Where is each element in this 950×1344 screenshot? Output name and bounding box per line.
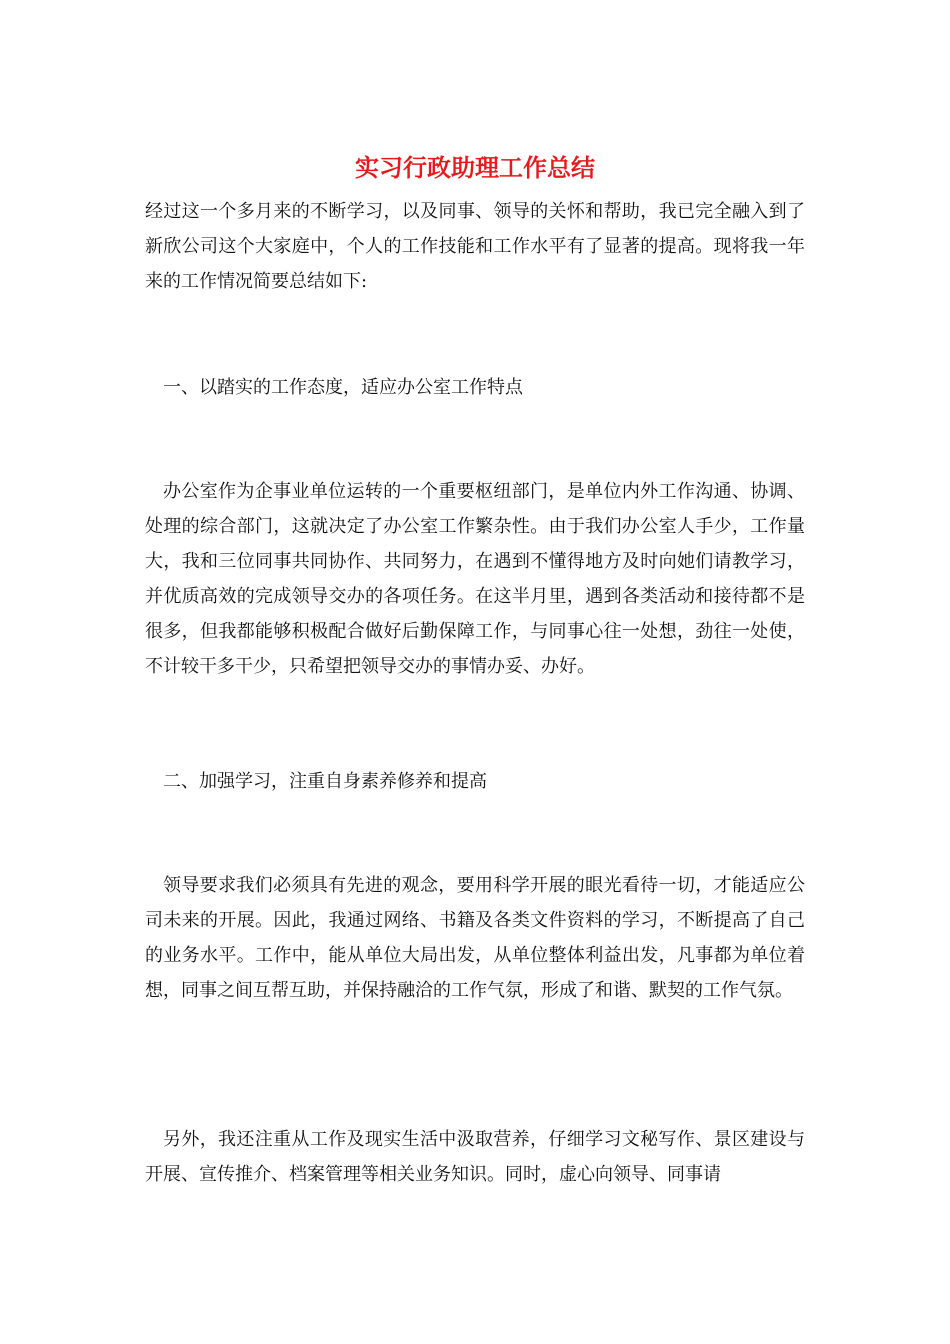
intro-paragraph: 经过这一个多月来的不断学习，以及同事、领导的关怀和帮助，我已完全融入到了新欣公司这个大家庭中，个人的工作技能和工作水平有了显著的提高。现将我一年来的工作情况简要总结如下: [145, 201, 805, 292]
section-2-body: 领导要求我们必须具有先进的观念，要用科学开展的眼光看待一切，才能适应公司未来的开展。因此，我通过网络、书籍及各类文件资料的学习，不断提高了自己的业务水平。工作中，能从单位大局出发，从单位整体利益出发，凡事都为单位着想，同事之间互帮互助，并保持融洽的工作气氛，形成了和谐、默契的工作气氛。 [145, 875, 805, 1001]
document-title: 实习行政助理工作总结 [355, 153, 595, 182]
section-2-heading: 二、加强学习，注重自身素养修养和提高 [163, 771, 487, 792]
section-1-heading: 一、以踏实的工作态度，适应办公室工作特点 [163, 377, 523, 398]
section-1-body: 办公室作为企事业单位运转的一个重要枢纽部门，是单位内外工作沟通、协调、处理的综合部门，这就决定了办公室工作繁杂性。由于我们办公室人手少，工作量大，我和三位同事共同协作、共同努力，在遇到不懂得地方及时向她们请教学习，并优质高效的完成领导交办的各项任务。在这半月里，遇到各类活动和接待都不是很多，但我都能够积极配合做好后勤保障工作，与同事心往一处想，劲往一处使，不计较干多干少，只希望把领导交办的事情办妥、办好。 [145, 481, 805, 677]
section-3-body: 另外，我还注重从工作及现实生活中汲取营养，仔细学习文秘写作、景区建设与开展、宣传推介、档案管理等相关业务知识。同时，虚心向领导、同事请 [145, 1129, 805, 1185]
